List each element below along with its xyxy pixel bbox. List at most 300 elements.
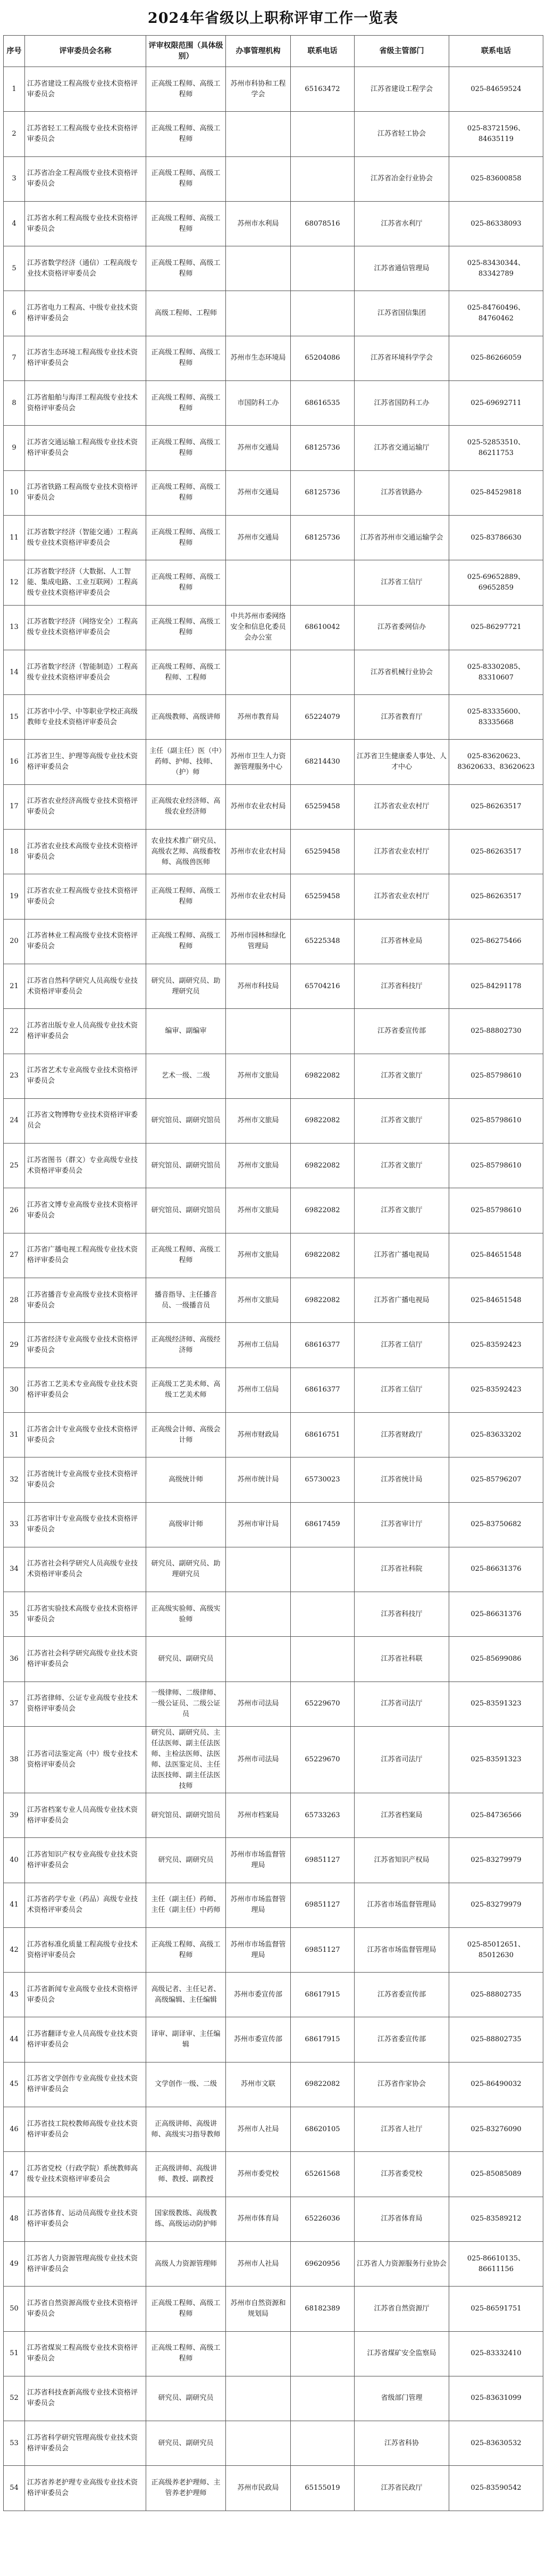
committee-name: 江苏省自然科学研究人员高级专业技术资格评审委员会 [25, 964, 146, 1008]
review-scope: 主任（副主任）医（中）药师、护师、技师、（护）师 [146, 740, 226, 784]
row-number: 15 [4, 695, 25, 740]
row-number: 37 [4, 1682, 25, 1726]
office-phone: 65733263 [291, 1793, 355, 1837]
table-row [4, 740, 543, 784]
row-number: 5 [4, 246, 25, 291]
table-row [4, 964, 543, 1008]
office-phone: 68620105 [291, 2107, 355, 2152]
committee-name: 江苏省知识产权专业高级专业技术资格评审委员会 [25, 1838, 146, 1883]
office-phone [291, 1009, 355, 1054]
review-scope: 一级律师、二级律师、一级公证员、二级公证员 [146, 1682, 226, 1726]
provincial-dept: 江苏省审计厅 [355, 1502, 449, 1547]
office-phone [291, 560, 355, 605]
review-scope: 研究馆员、副研究馆员 [146, 1793, 226, 1837]
committee-name: 江苏省农业工程高级专业技术资格评审委员会 [25, 874, 146, 919]
review-scope: 正高级工程师、高级工程师 [146, 1233, 226, 1278]
row-number: 2 [4, 112, 25, 156]
office-name: 苏州市人社局 [226, 2107, 291, 2152]
office-name: 苏州市农业农村局 [226, 874, 291, 919]
office-name: 苏州市交通局 [226, 470, 291, 515]
committee-name: 江苏省标准化质量工程高级专业技术资格评审委员会 [25, 1927, 146, 1972]
dept-phone: 025-83279979 [449, 1838, 543, 1883]
office-name: 苏州市农业农村局 [226, 784, 291, 829]
provincial-dept: 江苏省广播电视局 [355, 1278, 449, 1323]
review-scope: 正高级工程师、高级工程师 [146, 515, 226, 560]
committee-name: 江苏省人力资源管理高级专业技术资格评审委员会 [25, 2241, 146, 2286]
page-title: 2024年省级以上职称评审工作一览表 [147, 10, 399, 27]
office-phone: 69822082 [291, 1054, 355, 1098]
review-scope: 正高级工艺美术师、高级工艺美术师 [146, 1368, 226, 1412]
provincial-dept: 江苏省广播电视局 [355, 1233, 449, 1278]
committee-name: 江苏省统计专业高级专业技术资格评审委员会 [25, 1457, 146, 1502]
dept-phone: 025-85798610 [449, 1054, 543, 1098]
provincial-dept: 江苏省建设工程学会 [355, 67, 449, 112]
row-number: 18 [4, 830, 25, 874]
table-row [4, 1883, 543, 1927]
committee-name: 江苏省生态环境工程高级专业技术资格评审委员会 [25, 336, 146, 380]
dept-phone: 025-83786630 [449, 515, 543, 560]
office-name [226, 246, 291, 291]
office-name: 苏州市科技局 [226, 964, 291, 1008]
table-body [4, 67, 543, 2511]
dept-phone: 025-85798610 [449, 1144, 543, 1188]
table-row [4, 605, 543, 650]
col-header-office: 办事管理机构 [226, 36, 291, 67]
provincial-dept: 江苏省委宣传部 [355, 2017, 449, 2062]
col-header-dept: 省级主管部门 [355, 36, 449, 67]
row-number: 14 [4, 650, 25, 694]
review-scope: 正高级教师、高级讲师 [146, 695, 226, 740]
office-name: 苏州市委党校 [226, 2152, 291, 2197]
provincial-dept: 江苏省知识产权局 [355, 1838, 449, 1883]
dept-phone: 025-86490032 [449, 2062, 543, 2107]
provincial-dept: 江苏省自然资源厅 [355, 2287, 449, 2331]
dept-phone: 025-86263517 [449, 874, 543, 919]
office-phone: 68616377 [291, 1368, 355, 1412]
office-phone: 65259458 [291, 830, 355, 874]
table-row [4, 515, 543, 560]
office-name: 苏州市水利局 [226, 201, 291, 246]
review-scope: 研究馆员、副研究馆员 [146, 1144, 226, 1188]
dept-phone: 025-83332410 [449, 2331, 543, 2376]
office-phone [291, 1547, 355, 1592]
office-phone: 68610042 [291, 605, 355, 650]
committee-name: 江苏省广播电视工程高级专业技术资格评审委员会 [25, 1233, 146, 1278]
review-scope: 高级统计师 [146, 1457, 226, 1502]
table-row [4, 1054, 543, 1098]
row-number: 9 [4, 426, 25, 470]
office-name: 苏州市工信局 [226, 1368, 291, 1412]
row-number: 39 [4, 1793, 25, 1837]
dept-phone: 025-84651548 [449, 1278, 543, 1323]
provincial-dept: 江苏省农业农村厅 [355, 874, 449, 919]
office-name [226, 1009, 291, 1054]
office-phone: 68078516 [291, 201, 355, 246]
office-phone: 65225348 [291, 919, 355, 964]
provincial-dept: 江苏省工信厅 [355, 560, 449, 605]
office-phone: 68125736 [291, 426, 355, 470]
row-number: 54 [4, 2466, 25, 2511]
office-name: 苏州市文旅局 [226, 1278, 291, 1323]
dept-phone: 025-85798610 [449, 1098, 543, 1143]
table-row [4, 2062, 543, 2107]
dept-phone: 025-84736566 [449, 1793, 543, 1837]
office-phone: 65261568 [291, 2152, 355, 2197]
review-scope: 正高级工程师、高级工程师 [146, 426, 226, 470]
office-name: 苏州市统计局 [226, 1457, 291, 1502]
dept-phone: 025-84291178 [449, 964, 543, 1008]
table-row [4, 2466, 543, 2511]
provincial-dept: 江苏省财政厅 [355, 1412, 449, 1457]
review-scope: 正高级工程师、高级工程师 [146, 2287, 226, 2331]
table-row [4, 1098, 543, 1143]
committee-name: 江苏省农业经济高级专业技术资格评审委员会 [25, 784, 146, 829]
review-scope: 高级工程师、工程师 [146, 291, 226, 336]
dept-phone: 025-84529818 [449, 470, 543, 515]
row-number: 4 [4, 201, 25, 246]
office-name: 中共苏州市委网络安全和信息化委员会办公室 [226, 605, 291, 650]
table-row [4, 1547, 543, 1592]
provincial-dept: 江苏省教育厅 [355, 695, 449, 740]
row-number: 36 [4, 1637, 25, 1682]
table-row [4, 2241, 543, 2286]
row-number: 48 [4, 2197, 25, 2241]
committee-name: 江苏省翻译专业人员高级专业技术资格评审委员会 [25, 2017, 146, 2062]
committee-name: 江苏省轻工工程高级专业技术资格评审委员会 [25, 112, 146, 156]
dept-phone: 025-52853510、86211753 [449, 426, 543, 470]
office-phone: 68214430 [291, 740, 355, 784]
committee-name: 江苏省数字经济（智能交通）工程高级专业技术资格评审委员会 [25, 515, 146, 560]
provincial-dept: 江苏省煤矿安全监察局 [355, 2331, 449, 2376]
row-number: 42 [4, 1927, 25, 1972]
table-row [4, 201, 543, 246]
table-row [4, 291, 543, 336]
table-row [4, 830, 543, 874]
provincial-dept: 省级部门管理 [355, 2376, 449, 2421]
review-scope: 正高级养老护理师、主管养老护理师 [146, 2466, 226, 2511]
committee-name: 江苏省文物博物专业技术资格评审委员会 [25, 1098, 146, 1143]
review-scope: 正高级工程师、高级工程师 [146, 336, 226, 380]
dept-phone: 025-86631376 [449, 1547, 543, 1592]
provincial-dept: 江苏省交通运输厅 [355, 426, 449, 470]
review-scope: 研究员、副研究员、助理研究员 [146, 1547, 226, 1592]
office-name: 苏州市文旅局 [226, 1144, 291, 1188]
dept-phone: 025-88802730 [449, 1009, 543, 1054]
office-phone: 65226036 [291, 2197, 355, 2241]
col-header-name: 评审委员会名称 [25, 36, 146, 67]
row-number: 40 [4, 1838, 25, 1883]
office-phone: 69851127 [291, 1883, 355, 1927]
row-number: 41 [4, 1883, 25, 1927]
provincial-dept: 江苏省国防科工办 [355, 381, 449, 426]
row-number: 13 [4, 605, 25, 650]
committee-name: 江苏省建设工程高级专业技术资格评审委员会 [25, 67, 146, 112]
dept-phone: 025-86338093 [449, 201, 543, 246]
committee-name: 江苏省会计专业高级专业技术资格评审委员会 [25, 1412, 146, 1457]
office-phone: 69822082 [291, 1188, 355, 1233]
dept-phone: 025-86263517 [449, 830, 543, 874]
office-phone: 69851127 [291, 1838, 355, 1883]
table-row [4, 784, 543, 829]
dept-phone: 025-83750682 [449, 1502, 543, 1547]
office-phone: 65163472 [291, 67, 355, 112]
committee-name: 江苏省审计专业高级专业技术资格评审委员会 [25, 1502, 146, 1547]
committee-name: 江苏省数学经济（通信）工程高级专业技术资格评审委员会 [25, 246, 146, 291]
dept-phone: 025-86591751 [449, 2287, 543, 2331]
table-row [4, 1323, 543, 1368]
col-header-no: 序号 [4, 36, 25, 67]
committee-name: 江苏省交通运输工程高级专业技术资格评审委员会 [25, 426, 146, 470]
review-scope: 农业技术推广研究员、高级农艺师、高级畜牧师、高级兽医师 [146, 830, 226, 874]
office-name [226, 2376, 291, 2421]
office-name: 苏州市卫生人力资源管理服务中心 [226, 740, 291, 784]
review-scope: 正高级工程师、高级工程师 [146, 381, 226, 426]
dept-phone: 025-83591323 [449, 1726, 543, 1793]
review-scope: 正高级农业经济师、高级农业经济师 [146, 784, 226, 829]
review-scope: 高级审计师 [146, 1502, 226, 1547]
row-number: 49 [4, 2241, 25, 2286]
provincial-dept: 江苏省冶金行业协会 [355, 156, 449, 201]
row-number: 33 [4, 1502, 25, 1547]
provincial-dept: 江苏省社科院 [355, 1547, 449, 1592]
office-name: 苏州市市场监督管理局 [226, 1927, 291, 1972]
provincial-dept: 江苏省文旅厅 [355, 1188, 449, 1233]
review-scope: 正高级工程师、高级工程师 [146, 112, 226, 156]
table-row [4, 1009, 543, 1054]
committee-name: 江苏省科技查新高级专业技术资格评审委员会 [25, 2376, 146, 2421]
table-row [4, 695, 543, 740]
office-name: 苏州市生态环境局 [226, 336, 291, 380]
dept-phone: 025-83592423 [449, 1323, 543, 1368]
row-number: 6 [4, 291, 25, 336]
provincial-dept: 江苏省科技厅 [355, 1592, 449, 1637]
row-number: 47 [4, 2152, 25, 2197]
committee-name: 江苏省新闻专业高级专业技术资格评审委员会 [25, 1973, 146, 2017]
office-phone: 65204086 [291, 336, 355, 380]
office-phone [291, 650, 355, 694]
dept-phone: 025-83600858 [449, 156, 543, 201]
office-phone [291, 2421, 355, 2466]
office-phone: 68617459 [291, 1502, 355, 1547]
committee-name: 江苏省冶金工程高级专业技术资格评审委员会 [25, 156, 146, 201]
provincial-dept: 江苏省环境科学学会 [355, 336, 449, 380]
review-scope: 正高级工程师、高级工程师 [146, 919, 226, 964]
review-scope: 研究员、副研究员 [146, 1838, 226, 1883]
row-number: 17 [4, 784, 25, 829]
provincial-dept: 江苏省司法厅 [355, 1726, 449, 1793]
dept-phone: 025-83721596、84635119 [449, 112, 543, 156]
committee-name: 江苏省社会科学研究高级专业技术资格评审委员会 [25, 1637, 146, 1682]
office-name [226, 1592, 291, 1637]
office-phone: 69822082 [291, 1233, 355, 1278]
review-scope: 播音指导、主任播音员、一级播音员 [146, 1278, 226, 1323]
office-name [226, 2331, 291, 2376]
provincial-dept: 江苏省铁路办 [355, 470, 449, 515]
table-row [4, 1368, 543, 1412]
dept-phone: 025-83279979 [449, 1883, 543, 1927]
dept-phone: 025-69652889、69652859 [449, 560, 543, 605]
committee-name: 江苏省卫生、护理等高级专业技术资格评审委员会 [25, 740, 146, 784]
office-phone [291, 112, 355, 156]
dept-phone: 025-83430344、83342789 [449, 246, 543, 291]
office-name: 苏州市文联 [226, 2062, 291, 2107]
review-scope: 正高级会计师、高级会计师 [146, 1412, 226, 1457]
row-number: 31 [4, 1412, 25, 1457]
table-row [4, 1927, 543, 1972]
committee-name: 江苏省农业技术高级专业技术资格评审委员会 [25, 830, 146, 874]
office-name: 苏州市文旅局 [226, 1233, 291, 1278]
office-name [226, 156, 291, 201]
provincial-dept: 江苏省档案局 [355, 1793, 449, 1837]
committee-name: 江苏省煤炭工程高级专业技术资格评审委员会 [25, 2331, 146, 2376]
row-number: 19 [4, 874, 25, 919]
row-number: 12 [4, 560, 25, 605]
office-phone: 69822082 [291, 2062, 355, 2107]
office-phone: 65704216 [291, 964, 355, 1008]
row-number: 10 [4, 470, 25, 515]
table-row [4, 1592, 543, 1637]
office-name: 苏州市文旅局 [226, 1188, 291, 1233]
committee-name: 江苏省技工院校教师高级专业技术资格评审委员会 [25, 2107, 146, 2152]
table-row [4, 2107, 543, 2152]
review-scope: 译审、副译审、主任编辑 [146, 2017, 226, 2062]
table-row [4, 1278, 543, 1323]
row-number: 29 [4, 1323, 25, 1368]
provincial-dept: 江苏省委网信办 [355, 605, 449, 650]
office-phone [291, 2331, 355, 2376]
table-row [4, 1726, 543, 1793]
row-number: 44 [4, 2017, 25, 2062]
review-scope: 主任（副主任）药师、主任（副主任）中药师 [146, 1883, 226, 1927]
row-number: 52 [4, 2376, 25, 2421]
provincial-dept: 江苏省卫生健康委人事处、人才中心 [355, 740, 449, 784]
provincial-dept: 江苏省科技厅 [355, 964, 449, 1008]
dept-phone: 025-84659524 [449, 67, 543, 112]
row-number: 22 [4, 1009, 25, 1054]
committee-name: 江苏省养老护理专业高级专业技术资格评审委员会 [25, 2466, 146, 2511]
dept-phone: 025-85085089 [449, 2152, 543, 2197]
review-scope: 正高级讲师、高级讲师、教授、副教授 [146, 2152, 226, 2197]
row-number: 7 [4, 336, 25, 380]
row-number: 1 [4, 67, 25, 112]
committee-name: 江苏省数字经济（网络安全）工程高级专业技术资格评审委员会 [25, 605, 146, 650]
provincial-dept: 江苏省机械行业协会 [355, 650, 449, 694]
office-phone: 65259458 [291, 784, 355, 829]
table-row [4, 2152, 543, 2197]
office-phone: 69822082 [291, 1144, 355, 1188]
provincial-dept: 江苏省市场监督管理局 [355, 1883, 449, 1927]
dept-phone: 025-86631376 [449, 1592, 543, 1637]
review-scope: 正高级工程师、高级工程师 [146, 156, 226, 201]
provincial-dept: 江苏省民政厅 [355, 2466, 449, 2511]
row-number: 38 [4, 1726, 25, 1793]
row-number: 24 [4, 1098, 25, 1143]
office-name: 苏州市市场监督管理局 [226, 1838, 291, 1883]
review-scope: 正高级工程师、高级工程师 [146, 1927, 226, 1972]
office-phone [291, 1592, 355, 1637]
provincial-dept: 江苏省林业局 [355, 919, 449, 964]
review-scope: 高级记者、主任记者、高级编辑、主任编辑 [146, 1973, 226, 2017]
dept-phone: 025-83590542 [449, 2466, 543, 2511]
office-name [226, 2421, 291, 2466]
committee-name: 江苏省工艺美术专业高级专业技术资格评审委员会 [25, 1368, 146, 1412]
office-name: 苏州市教育局 [226, 695, 291, 740]
table-row [4, 1637, 543, 1682]
committee-name: 江苏省党校（行政学院）系统教师高级专业技术资格评审委员会 [25, 2152, 146, 2197]
review-scope: 研究员、副研究员 [146, 2376, 226, 2421]
office-name: 苏州市档案局 [226, 1793, 291, 1837]
table-row [4, 1144, 543, 1188]
dept-phone: 025-83302085、83310607 [449, 650, 543, 694]
provincial-dept: 江苏省市场监督管理局 [355, 1927, 449, 1972]
provincial-dept: 江苏省工信厅 [355, 1323, 449, 1368]
committee-name: 江苏省实验技术高级专业技术资格评审委员会 [25, 1592, 146, 1637]
row-number: 16 [4, 740, 25, 784]
table-row [4, 381, 543, 426]
office-name: 苏州市科协和工程学会 [226, 67, 291, 112]
office-name [226, 291, 291, 336]
office-phone: 65259458 [291, 874, 355, 919]
committee-name: 江苏省律师、公证专业高级专业技术资格评审委员会 [25, 1682, 146, 1726]
review-scope: 正高级经济师、高级经济师 [146, 1323, 226, 1368]
review-scope: 正高级工程师、高级工程师 [146, 2331, 226, 2376]
dept-phone: 025-83589212 [449, 2197, 543, 2241]
review-scope: 正高级实验师、高级实验师 [146, 1592, 226, 1637]
row-number: 27 [4, 1233, 25, 1278]
review-scope: 正高级工程师、高级工程师 [146, 67, 226, 112]
office-name: 苏州市委宣传部 [226, 2017, 291, 2062]
table-row [4, 1682, 543, 1726]
office-name [226, 112, 291, 156]
dept-phone: 025-83592423 [449, 1368, 543, 1412]
committee-name: 江苏省经济专业高级专业技术资格评审委员会 [25, 1323, 146, 1368]
table-row [4, 1973, 543, 2017]
table-row [4, 246, 543, 291]
office-name: 苏州市司法局 [226, 1726, 291, 1793]
row-number: 53 [4, 2421, 25, 2466]
provincial-dept: 江苏省农业农村厅 [355, 830, 449, 874]
office-name [226, 1637, 291, 1682]
review-scope: 高级人力资源管理师 [146, 2241, 226, 2286]
table-row [4, 1188, 543, 1233]
committee-name: 江苏省文博专业高级专业技术资格评审委员会 [25, 1188, 146, 1233]
dept-phone: 025-83335600、83335668 [449, 695, 543, 740]
review-scope: 研究员、副研究员 [146, 1637, 226, 1682]
review-scope: 研究员、副研究员、主任法医师、副主任法医师、主检法医师、法医师、法医鉴定员、主任法医技师、副主任法医技师 [146, 1726, 226, 1793]
committee-name: 江苏省文学创作专业高级专业技术资格评审委员会 [25, 2062, 146, 2107]
row-number: 50 [4, 2287, 25, 2331]
office-phone: 68617915 [291, 1973, 355, 2017]
office-name: 苏州市财政局 [226, 1412, 291, 1457]
committee-name: 江苏省船舶与海洋工程高级专业技术资格评审委员会 [25, 381, 146, 426]
office-name: 苏州市农业农村局 [226, 830, 291, 874]
col-header-tel2: 联系电话 [449, 36, 543, 67]
office-phone [291, 246, 355, 291]
office-phone: 69620956 [291, 2241, 355, 2286]
provincial-dept: 江苏省委宣传部 [355, 1973, 449, 2017]
table-row [4, 1838, 543, 1883]
table-row [4, 67, 543, 112]
committee-name: 江苏省中小学、中等职业学校正高级教师专业技术资格评审委员会 [25, 695, 146, 740]
review-scope: 正高级工程师、高级工程师 [146, 874, 226, 919]
col-header-scope: 评审权限范围（具体级别） [146, 36, 226, 67]
table-row [4, 1502, 543, 1547]
provincial-dept: 江苏省苏州市交通运输学会 [355, 515, 449, 560]
review-scope: 正高级工程师、高级工程师 [146, 605, 226, 650]
office-name: 苏州市文旅局 [226, 1098, 291, 1143]
provincial-dept: 江苏省社科联 [355, 1637, 449, 1682]
table-row [4, 1793, 543, 1837]
